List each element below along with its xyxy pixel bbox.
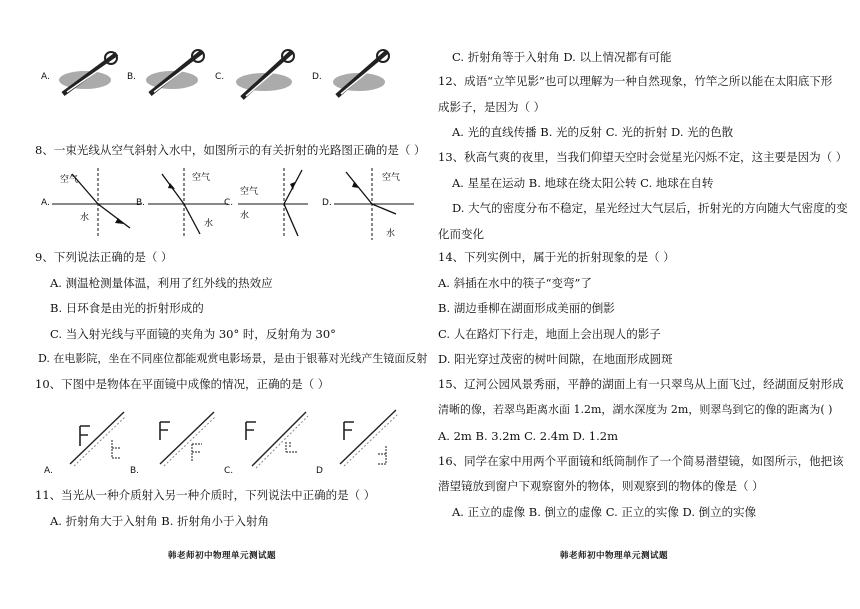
- q10-figure-c: [236, 408, 310, 468]
- q14-option-a: A. 斜插在水中的筷子“变弯”了: [438, 276, 592, 290]
- q8-option-d-label: D.: [322, 198, 332, 208]
- q8-option-b-label: B.: [136, 198, 146, 208]
- q11-question: 11、当光从一种介质射入另一种介质时，下列说法中正确的是（ ）: [35, 488, 376, 502]
- q8-diagram-a: [52, 168, 142, 238]
- q9-option-d: D. 在电影院，坐在不同座位都能观赏电影场景，是由于银幕对光线产生镜面反射: [38, 352, 428, 365]
- q7-figure-c: [228, 46, 306, 102]
- q7-figure-d: [325, 46, 397, 102]
- q11-options-ab: A. 折射角大于入射角 B. 折射角小于入射角: [50, 514, 270, 528]
- right-footer: 韩老师初中物理单元测试题: [560, 551, 669, 561]
- q8-option-a-label: A.: [41, 198, 50, 208]
- q10-option-d-label: D: [316, 466, 323, 476]
- q8-question: 8、一束光线从空气斜射入水中，如图所示的有关折射的光路图正确的是（ ）: [35, 143, 426, 157]
- left-footer: 韩老师初中物理单元测试题: [168, 551, 277, 561]
- q16-question-line1: 16、同学在家中用两个平面镜和纸筒制作了一个简易潜望镜，如图所示，他把该: [438, 454, 844, 468]
- q14-option-c: C. 人在路灯下行走，地面上会出现人的影子: [438, 327, 661, 341]
- q10-figure-d: [330, 408, 404, 468]
- q13-question: 13、秋高气爽的夜里，当我们仰望天空时会觉星光闪烁不定，这主要是因为（ ）: [438, 150, 848, 164]
- q15-question-line1: 15、辽河公园风景秀丽，平静的湖面上有一只翠鸟从上面飞过，经湖面反射形成: [438, 377, 844, 391]
- q8b-water-label: 水: [204, 219, 214, 229]
- q7-figure-b: [140, 46, 210, 100]
- q11-options-cd: C. 折射角等于入射角 D. 以上情况都有可能: [452, 50, 672, 64]
- q10-figure-a: [62, 408, 132, 468]
- q10-figure-b: [150, 408, 220, 468]
- q14-option-d: D. 阳光穿过茂密的树叶间隙，在地面形成圆斑: [438, 352, 673, 366]
- q8-diagram-d: [334, 168, 414, 240]
- q7-option-c-label: C.: [215, 72, 225, 82]
- q14-question: 14、下列实例中，属于光的折射现象的是（ ）: [438, 250, 675, 264]
- q16-options: A. 正立的虚像 B. 倒立的虚像 C. 正立的实像 D. 倒立的实像: [452, 505, 757, 519]
- q8c-air-label: 空气: [240, 187, 259, 197]
- q8d-air-label: 空气: [382, 173, 401, 183]
- q10-option-c-label: C.: [224, 466, 234, 476]
- q10-option-a-label: A.: [44, 466, 53, 476]
- q8-diagram-b: [148, 168, 228, 238]
- q9-option-c: C. 当入射光线与平面镜的夹角为 30° 时，反射角为 30°: [50, 327, 336, 341]
- q8-option-c-label: C.: [224, 198, 234, 208]
- q15-options: A. 2m B. 3.2m C. 2.4m D. 1.2m: [438, 429, 618, 443]
- q8b-air-label: 空气: [192, 173, 211, 183]
- q16-question-line2: 潜望镜放到窗户下观察窗外的物体，则观察到的物体的像是（ ）: [438, 479, 764, 493]
- q12-question-line1: 12、成语“立竿见影”也可以理解为一种自然现象，竹竿之所以能在太阳底下形: [438, 74, 833, 88]
- q9-option-a: A. 测温枪测量体温，利用了红外线的热效应: [50, 276, 273, 290]
- q8c-water-label: 水: [240, 211, 250, 221]
- q13-option-d-line2: 化而变化: [438, 227, 484, 241]
- q9-option-b: B. 日环食是由光的折射形成的: [50, 301, 204, 315]
- q8a-water-label: 水: [80, 213, 90, 223]
- q7-option-a-label: A.: [41, 72, 50, 82]
- q7-figure-a: [55, 48, 125, 100]
- q14-option-b: B. 湖边垂柳在湖面形成美丽的倒影: [438, 301, 615, 315]
- q8-diagram-c: [238, 168, 318, 238]
- q12-options: A. 光的直线传播 B. 光的反射 C. 光的折射 D. 光的色散: [452, 125, 734, 139]
- q13-options-ac: A. 星星在运动 B. 地球在绕太阳公转 C. 地球在自转: [452, 176, 714, 190]
- q10-question: 10、下图中是物体在平面镜中成像的情况，正确的是（ ）: [35, 377, 330, 391]
- q13-option-d-line1: D. 大气的密度分布不稳定，星光经过大气层后，折射光的方向随大气密度的变: [452, 201, 848, 215]
- q8a-air-label: 空气: [60, 175, 79, 185]
- q12-question-line2: 成影子，是因为（ ）: [438, 100, 546, 114]
- q10-option-b-label: B.: [130, 466, 140, 476]
- q15-question-line2: 清晰的像，若翠鸟距离水面 1.2m，湖水深度为 2m，则翠鸟到它的像的距离为( ): [438, 403, 833, 416]
- q7-option-d-label: D.: [312, 72, 322, 82]
- q7-option-b-label: B.: [127, 72, 137, 82]
- q9-question: 9、下列说法正确的是（ ）: [35, 250, 173, 264]
- q8d-water-label: 水: [386, 229, 396, 239]
